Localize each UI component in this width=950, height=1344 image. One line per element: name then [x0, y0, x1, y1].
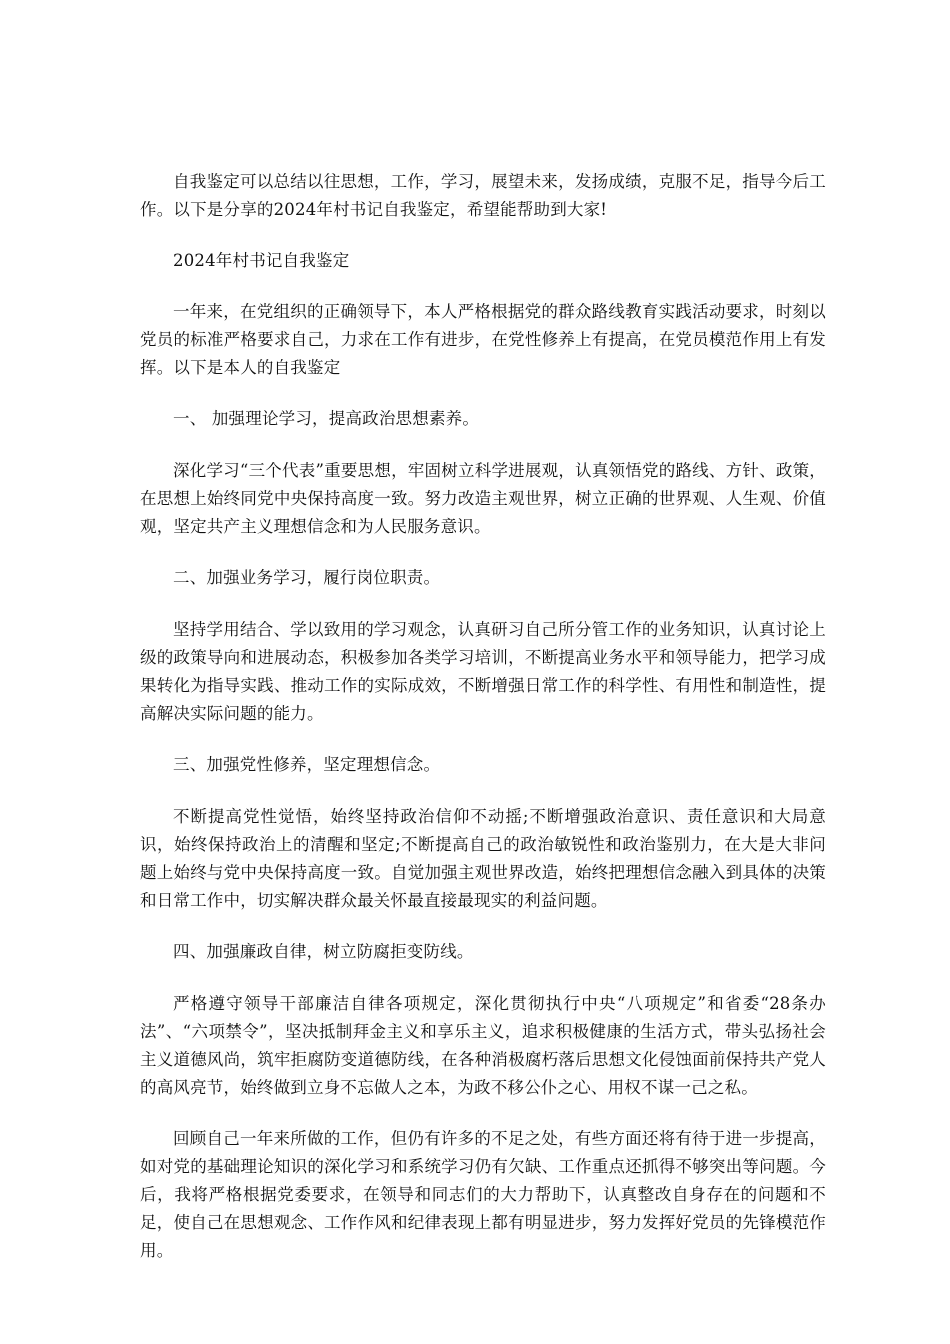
section-3-body: 不断提高党性觉悟，始终坚持政治信仰不动摇;不断增强政治意识、责任意识和大局意识，始终保持政治上的清醒和坚定;不断提高自己的政治敏锐性和政治鉴别力，在大是大非问题上始终与党中央保持高度一致。自觉加强主观世界改造，始终把理想信念融入到具体的决策和日常工作中，切实解决群众最关怀最直接最现实的利益问题。	[140, 807, 826, 910]
section-1-heading: 一、 加强理论学习，提高政治思想素养。	[173, 409, 480, 428]
intro-paragraph: 自我鉴定可以总结以往思想，工作，学习，展望未来，发扬成绩，克服不足，指导今后工作。以下是分享的2024年村书记自我鉴定，希望能帮助到大家!	[140, 172, 826, 219]
section-3-heading: 三、加强党性修养，坚定理想信念。	[173, 755, 441, 774]
section-4-body: 严格遵守领导干部廉洁自律各项规定，深化贯彻执行中央“八项规定”和省委“28条办法”、“六项禁令”，坚决抵制拜金主义和享乐主义，追求积极健康的生活方式，带头弘扬社会主义道德风尚，筑牢拒腐防变道德防线，在各种消极腐朽落后思想文化侵蚀面前保持共产党人的高风亮节，始终做到立身不忘做人之本，为政不移公仆之心、用权不谋一己之私。	[140, 994, 826, 1097]
opening-paragraph: 一年来，在党组织的正确领导下，本人严格根据党的群众路线教育实践活动要求，时刻以党员的标准严格要求自己，力求在工作有进步，在党性修养上有提高，在党员模范作用上有发挥。以下是本人的自我鉴定	[140, 302, 826, 377]
document-title: 2024年村书记自我鉴定	[173, 251, 350, 270]
section-1-body: 深化学习“三个代表”重要思想，牢固树立科学进展观，认真领悟党的路线、方针、政策，在思想上始终同党中央保持高度一致。努力改造主观世界，树立正确的世界观、人生观、价值观，坚定共产主义理想信念和为人民服务意识。	[140, 461, 826, 536]
closing-paragraph: 回顾自己一年来所做的工作，但仍有许多的不足之处，有些方面还将有待于进一步提高，如对党的基础理论知识的深化学习和系统学习仍有欠缺、工作重点还抓得不够突出等问题。今后，我将严格根据党委要求，在领导和同志们的大力帮助下，认真整改自身存在的问题和不足，使自己在思想观念、工作作风和纪律表现上都有明显进步，努力发挥好党员的先锋模范作用。	[140, 1129, 826, 1260]
section-2-body: 坚持学用结合、学以致用的学习观念，认真研习自己所分管工作的业务知识，认真讨论上级的政策导向和进展动态，积极参加各类学习培训，不断提高业务水平和领导能力，把学习成果转化为指导实践、推动工作的实际成效，不断增强日常工作的科学性、有用性和制造性，提高解决实际问题的能力。	[140, 620, 826, 723]
section-2-heading: 二、加强业务学习，履行岗位职责。	[173, 568, 441, 587]
document-page	[140, 168, 826, 1288]
section-4-heading: 四、加强廉政自律，树立防腐拒变防线。	[173, 942, 474, 961]
